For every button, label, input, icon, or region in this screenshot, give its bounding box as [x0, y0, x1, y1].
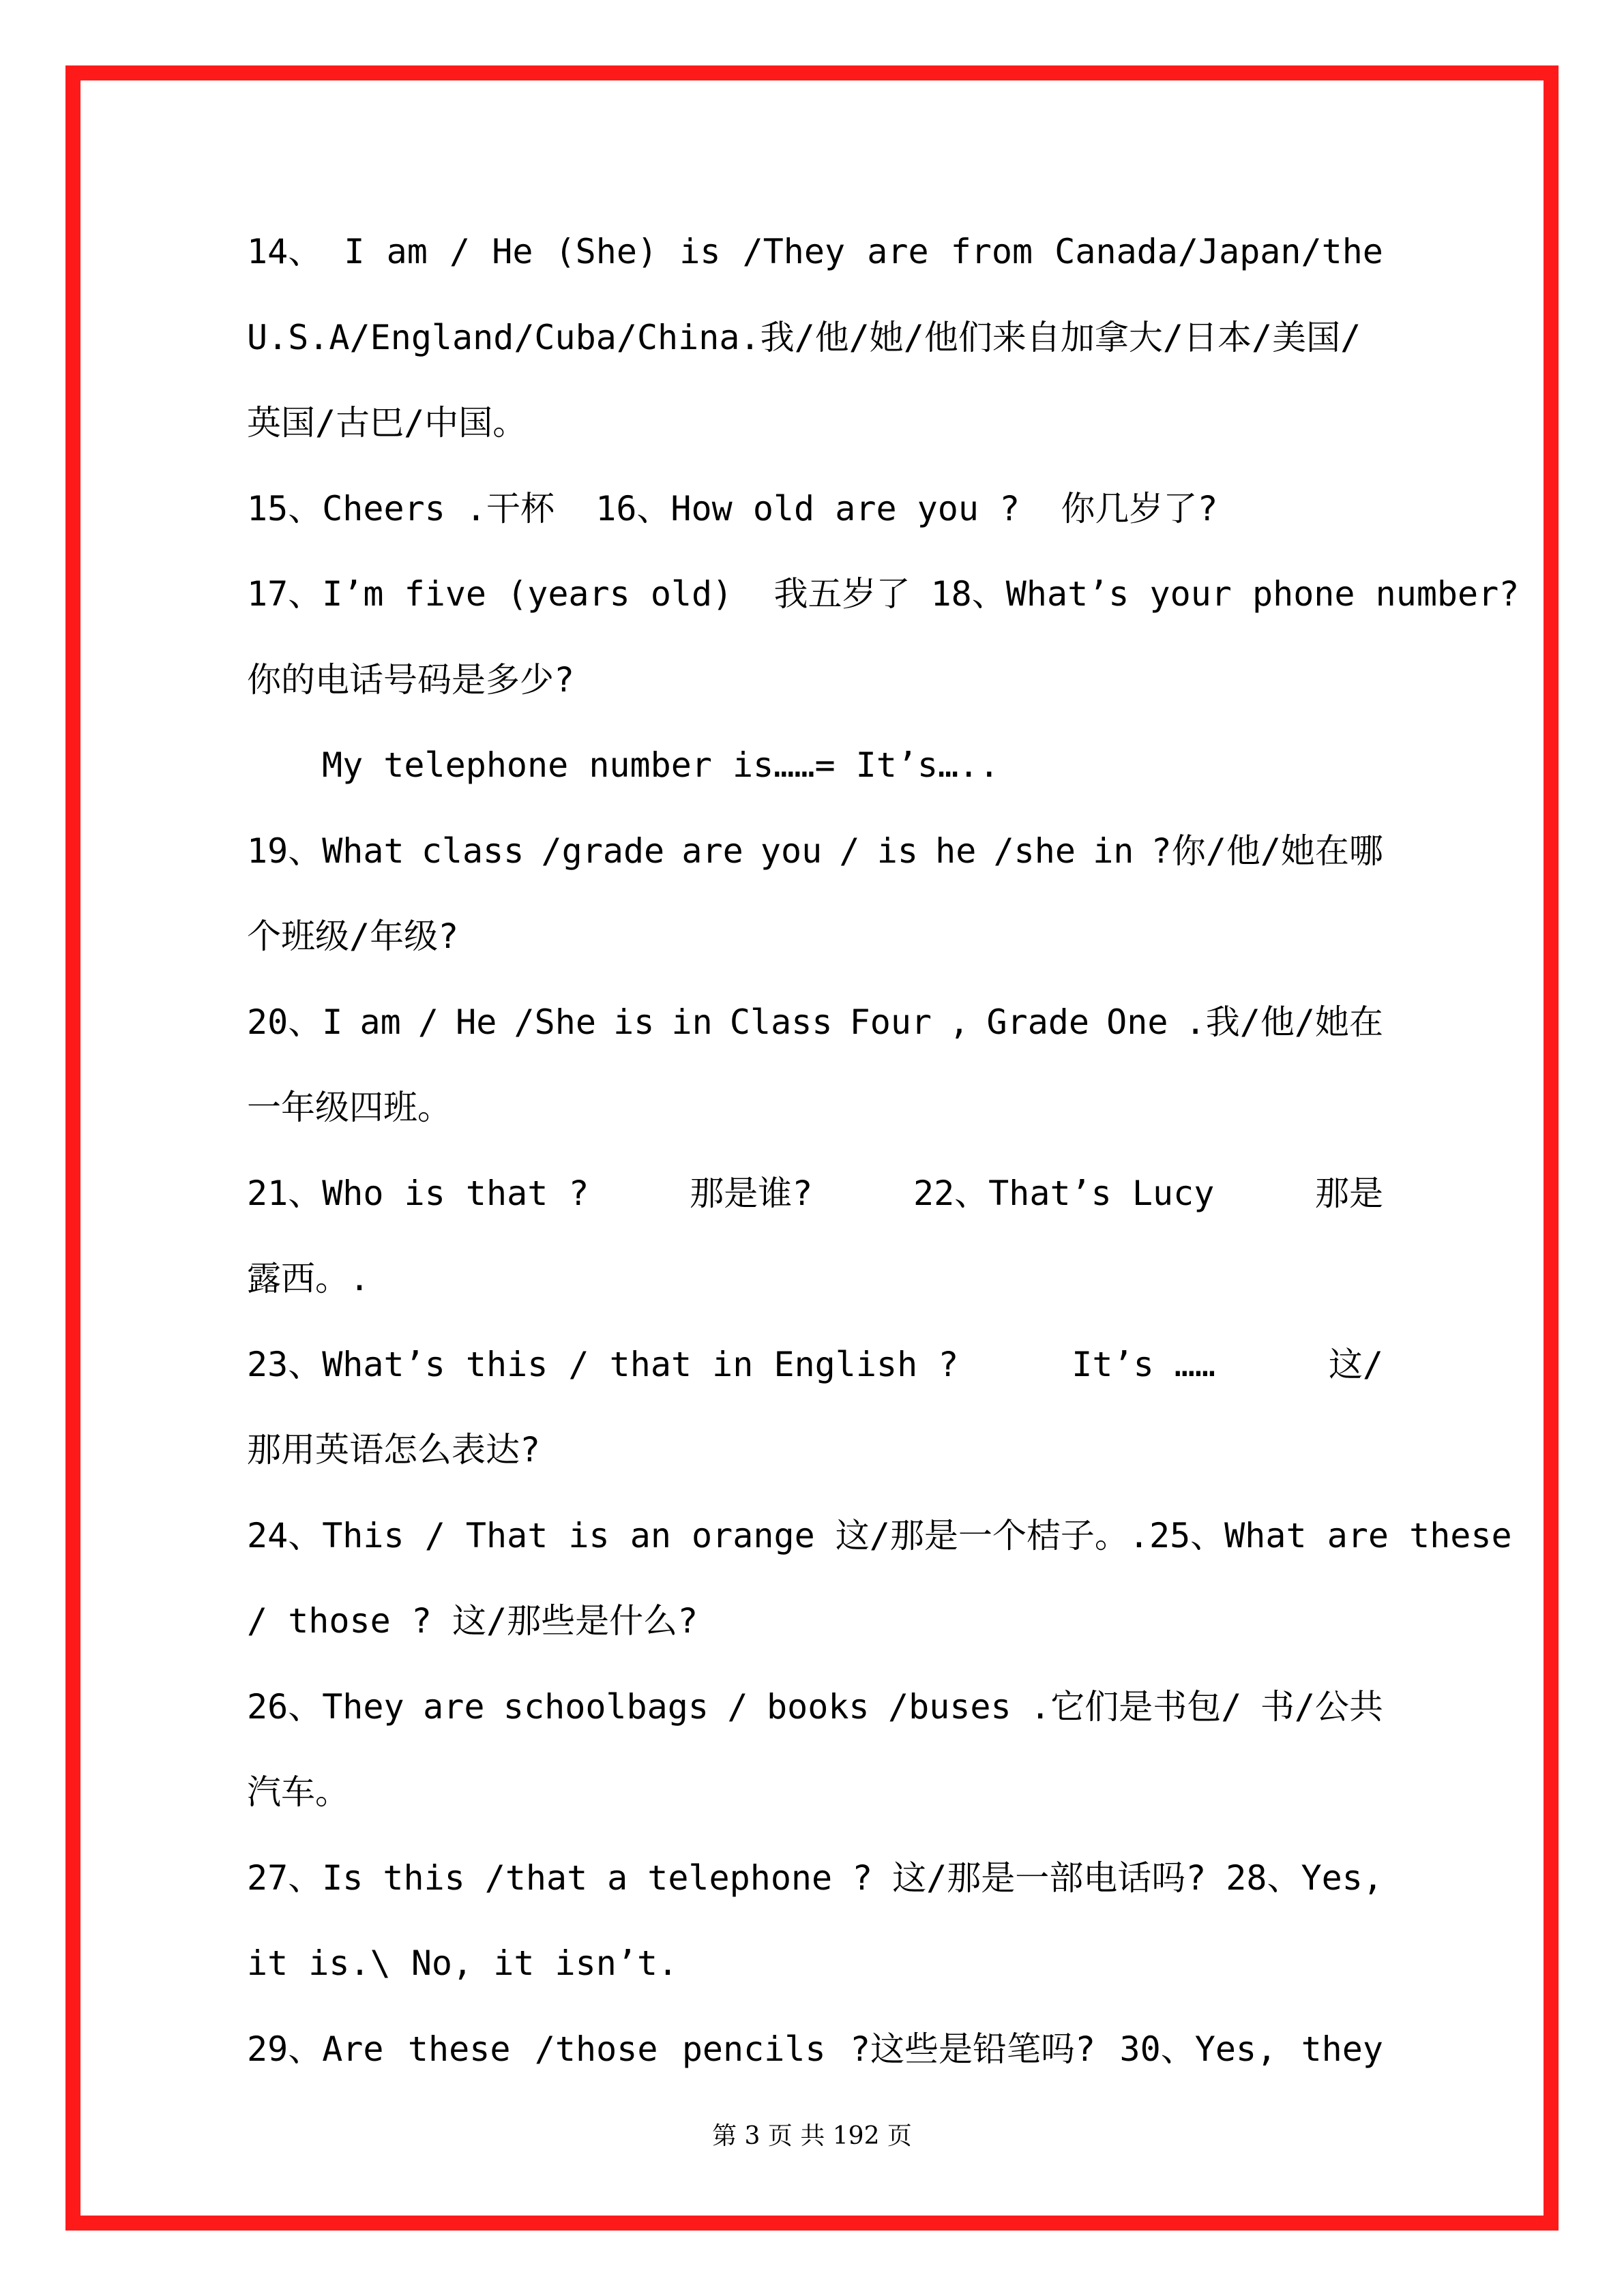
text-segment: 29、Are: [247, 2029, 384, 2069]
document-body: [247, 209, 1520, 2092]
text-segment: One: [1106, 1002, 1168, 1042]
text-segment: is: [613, 1002, 655, 1042]
text-segment: 你的电话号码是多少?: [247, 659, 575, 700]
text-segment: / those ? 这/那些是什么?: [247, 1601, 698, 1641]
text-segment: ?: [852, 1858, 873, 1898]
text-segment: /that: [484, 1858, 588, 1898]
text-segment: from: [950, 232, 1033, 271]
text-line: [247, 1836, 1383, 1922]
text-segment: 26、They: [247, 1686, 404, 1727]
text-line: [247, 638, 1383, 724]
text-line: [247, 1750, 1383, 1836]
text-segment: ?: [1498, 574, 1520, 614]
text-line: [247, 894, 1383, 980]
text-segment: /she: [993, 831, 1076, 871]
text-segment: 个班级/年级?: [247, 916, 459, 956]
text-segment: schoolbags: [503, 1686, 709, 1727]
text-segment: this: [383, 1858, 465, 1898]
text-line: [247, 1236, 1383, 1322]
text-segment: 这/那是一部电话吗?: [892, 1858, 1207, 1898]
text-segment: 那是谁?: [690, 1173, 813, 1213]
text-segment: in: [1093, 831, 1134, 871]
text-segment: (She): [555, 232, 658, 271]
text-segment: He: [456, 1002, 497, 1042]
text-segment: are: [681, 831, 743, 871]
text-line: [247, 209, 1383, 295]
text-line: [247, 723, 1383, 809]
text-line: [247, 1579, 1383, 1665]
text-segment: books: [767, 1686, 870, 1727]
text-segment: My telephone number is……= It’s…..: [322, 745, 1000, 785]
text-segment: 20、I: [247, 1002, 343, 1042]
text-segment: telephone: [647, 1858, 833, 1898]
text-segment: 英国/古巴/中国。: [247, 403, 527, 443]
text-segment: 这/: [1328, 1344, 1383, 1384]
text-line: [247, 1921, 1383, 2007]
text-segment: /They: [742, 232, 846, 271]
text-segment: 那用英语怎么表达?: [247, 1430, 541, 1470]
text-segment: 24、This / That is an orange 这/那是一个桔子。.25、What are these: [247, 1515, 1512, 1555]
page-number-footer: 第 3 页 共 192 页: [712, 2122, 912, 2150]
text-line: [247, 1407, 1383, 1493]
text-segment: 14、: [247, 232, 323, 271]
text-segment: U.S.A/England/Cuba/China.我/他/她/他们来自加拿大/日本/美国/: [247, 317, 1361, 357]
text-segment: 30、Yes,: [1119, 2029, 1278, 2069]
text-line: [247, 1493, 1512, 1579]
text-segment: am: [386, 232, 428, 271]
text-segment: 17、I’m five (years old) 我五岁了 18、What’s your phone number: [247, 574, 1499, 614]
text-segment: /: [839, 831, 860, 871]
text-segment: /: [727, 1686, 748, 1727]
text-segment: 19、What: [247, 831, 404, 871]
text-segment: am: [359, 1002, 401, 1042]
text-segment: ,: [949, 1002, 970, 1042]
text-segment: they: [1301, 2029, 1383, 2069]
text-line: [247, 381, 1383, 466]
text-segment: /: [449, 232, 471, 271]
text-segment: It’s ……: [1072, 1344, 1215, 1384]
text-segment: these: [407, 2029, 511, 2069]
text-line: [247, 2007, 1383, 2093]
text-segment: is: [679, 232, 721, 271]
text-segment: Class: [729, 1002, 833, 1042]
text-line: [247, 1665, 1383, 1750]
text-segment: /grade: [541, 831, 665, 871]
text-segment: 28、Yes,: [1226, 1858, 1383, 1898]
text-segment: 书/公共: [1260, 1686, 1383, 1727]
text-segment: He: [492, 232, 533, 271]
text-line: [247, 466, 1383, 552]
text-segment: ?你/他/她在哪: [1151, 831, 1383, 871]
text-segment: 27、Is: [247, 1858, 364, 1898]
text-segment: pencils: [681, 2029, 826, 2069]
text-segment: .它们是书包/: [1030, 1686, 1242, 1727]
text-segment: is: [876, 831, 918, 871]
text-segment: /: [417, 1002, 439, 1042]
text-segment: /She: [514, 1002, 596, 1042]
text-segment: Canada/Japan/the: [1054, 232, 1383, 271]
text-segment: 21、Who is that ?: [247, 1173, 589, 1213]
text-segment: Four: [849, 1002, 932, 1042]
text-segment: class: [421, 831, 525, 871]
text-segment: .我/他/她在: [1185, 1002, 1383, 1042]
text-line: [247, 980, 1383, 1066]
text-segment: 22、That’s Lucy: [913, 1173, 1215, 1213]
text-segment: Grade: [986, 1002, 1089, 1042]
text-segment: /buses: [888, 1686, 1012, 1727]
text-segment: in: [671, 1002, 713, 1042]
text-segment: 汽车。: [247, 1772, 349, 1812]
text-segment: it is.\ No, it isn’t.: [247, 1943, 679, 1983]
text-line: [247, 809, 1383, 895]
text-segment: he: [935, 831, 977, 871]
text-segment: 一年级四班。: [247, 1088, 452, 1127]
text-segment: are: [423, 1686, 485, 1727]
text-segment: 露西。.: [247, 1259, 370, 1298]
text-segment: /those: [534, 2029, 658, 2069]
text-segment: 那是: [1314, 1173, 1383, 1213]
text-segment: 23、What’s this / that in English ?: [247, 1344, 959, 1384]
text-line: [247, 1151, 1383, 1237]
text-line: [247, 1065, 1383, 1151]
text-line: [247, 295, 1383, 381]
text-segment: you: [760, 831, 823, 871]
text-segment: a: [607, 1858, 628, 1898]
text-line: [247, 552, 1520, 638]
text-segment: I: [344, 232, 365, 271]
text-segment: ?这些是铅笔吗?: [849, 2029, 1096, 2069]
text-line: [247, 1322, 1383, 1408]
text-segment: 15、Cheers .干杯 16、How old are you ? 你几岁了?: [247, 488, 1218, 528]
text-segment: are: [867, 232, 929, 271]
